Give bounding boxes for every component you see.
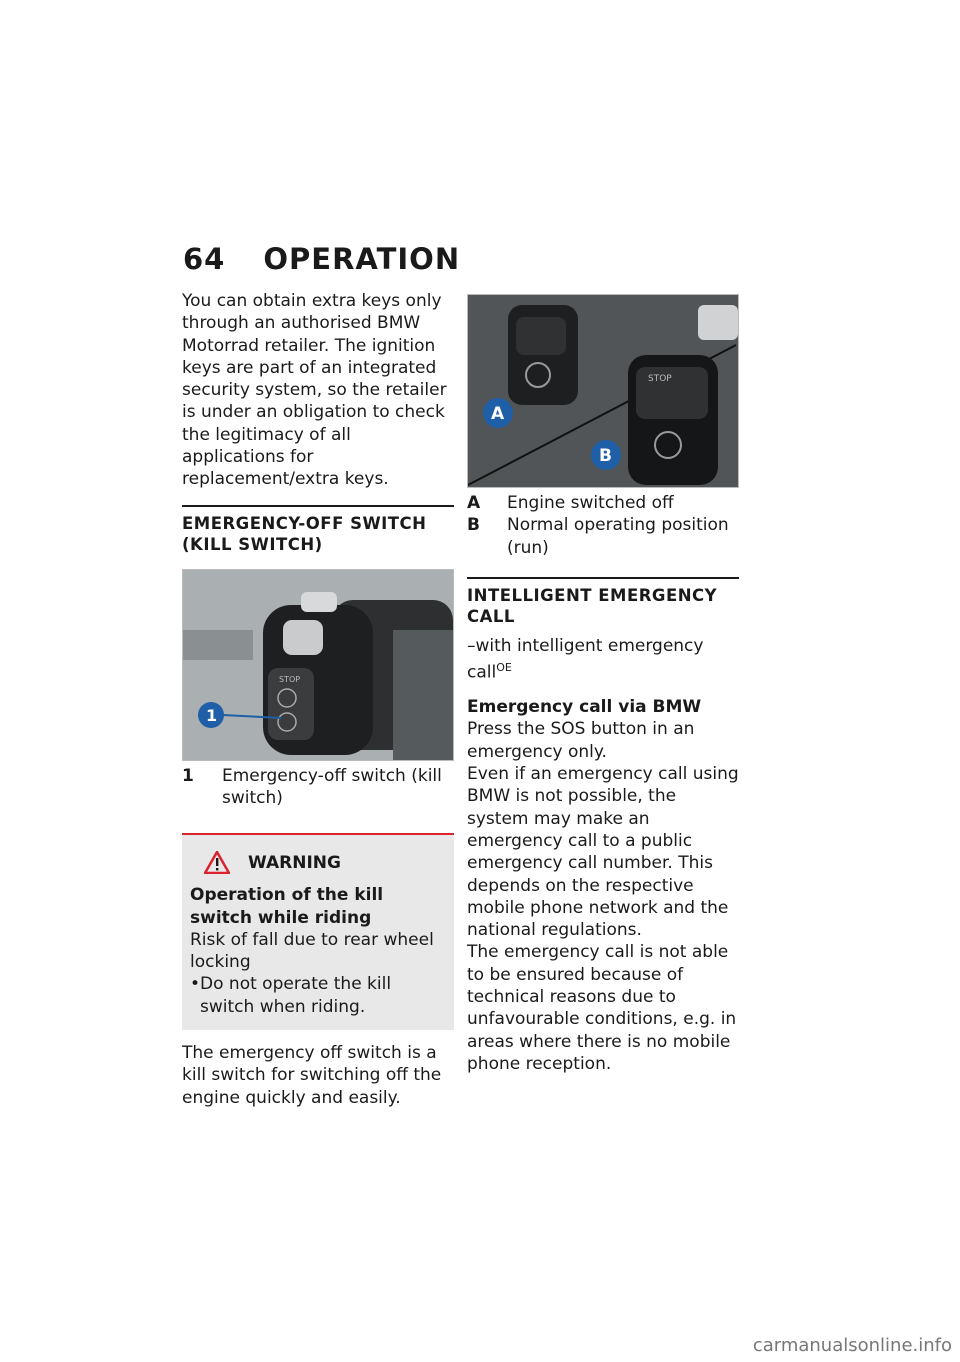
- right-column: [467, 290, 739, 1075]
- legend-key: 1: [182, 765, 194, 786]
- legend-key: A: [467, 493, 481, 513]
- legend-text: Engine switched off: [507, 493, 674, 513]
- warning-text: Risk of fall due to rear wheel locking: [190, 929, 434, 973]
- emergency-para-3: The emergency call is not able to be ensured because of technical reasons due to unfavourable conditions, e.g. in areas where there is no mobile phone reception.: [467, 942, 737, 1074]
- legend-text: Normal operating position (run): [507, 515, 729, 558]
- kill-switch-description: The emergency off switch is a kill switch for switching off the engine quickly and easily.: [182, 1043, 442, 1108]
- callout-1-text: 1: [206, 705, 218, 725]
- left-column: [182, 290, 454, 1109]
- warning-bullet: • Do not operate the kill switch when riding.: [190, 973, 446, 1018]
- kill-switch-photo: [182, 569, 454, 761]
- legend-item-a: [467, 492, 739, 514]
- section-heading-kill-switch: EMERGENCY-OFF SWITCH (KILL SWITCH): [182, 505, 454, 555]
- stop-label: STOP: [279, 674, 301, 684]
- legend-item-b: [467, 514, 739, 559]
- legend-text: Emergency-off switch (kill switch): [222, 765, 442, 808]
- subheading-emergency-call: Emergency call via BMW: [467, 697, 702, 718]
- callout-b-text: B: [599, 446, 612, 466]
- warning-triangle-icon: [204, 851, 230, 874]
- warning-title: [204, 851, 446, 874]
- emergency-para-1: Press the SOS button in an emergency only.: [467, 719, 695, 762]
- intro-paragraph: You can obtain extra keys only through an authorised BMW Motorrad retailer. The ignition keys are part of an integrated security system, so the retailer is under an obligation to check the legitimacy of all applications for replacement/extra keys.: [182, 291, 447, 490]
- section-heading-emergency-call: INTELLIGENT EMERGENCY CALL: [467, 577, 739, 627]
- option-line: [467, 635, 739, 684]
- page-title: OPERATION: [263, 242, 461, 276]
- warning-box: [182, 833, 454, 1030]
- warning-heading: Operation of the kill switch while riding: [190, 885, 384, 928]
- emergency-para-2: Even if an emergency call using BMW is not possible, the system may make an emergency call to a public emergency call number. This depends on the respective mobile phone network and the national regulations.: [467, 764, 739, 941]
- option-sup: OE: [496, 661, 512, 675]
- page-header: [183, 242, 460, 276]
- option-text: –with intelligent emergency call: [467, 635, 704, 683]
- legend-key: B: [467, 515, 480, 536]
- switch-positions-photo: [467, 294, 739, 488]
- watermark: carmanualsonline.info: [752, 1335, 952, 1356]
- legend-item-1: [182, 765, 454, 810]
- warning-label: WARNING: [248, 852, 341, 873]
- stop-label-b: STOP: [648, 374, 672, 384]
- page-number: 64: [183, 242, 226, 276]
- warning-bullet-text: Do not operate the kill switch when riding.: [200, 974, 392, 1017]
- callout-a-text: A: [491, 404, 505, 424]
